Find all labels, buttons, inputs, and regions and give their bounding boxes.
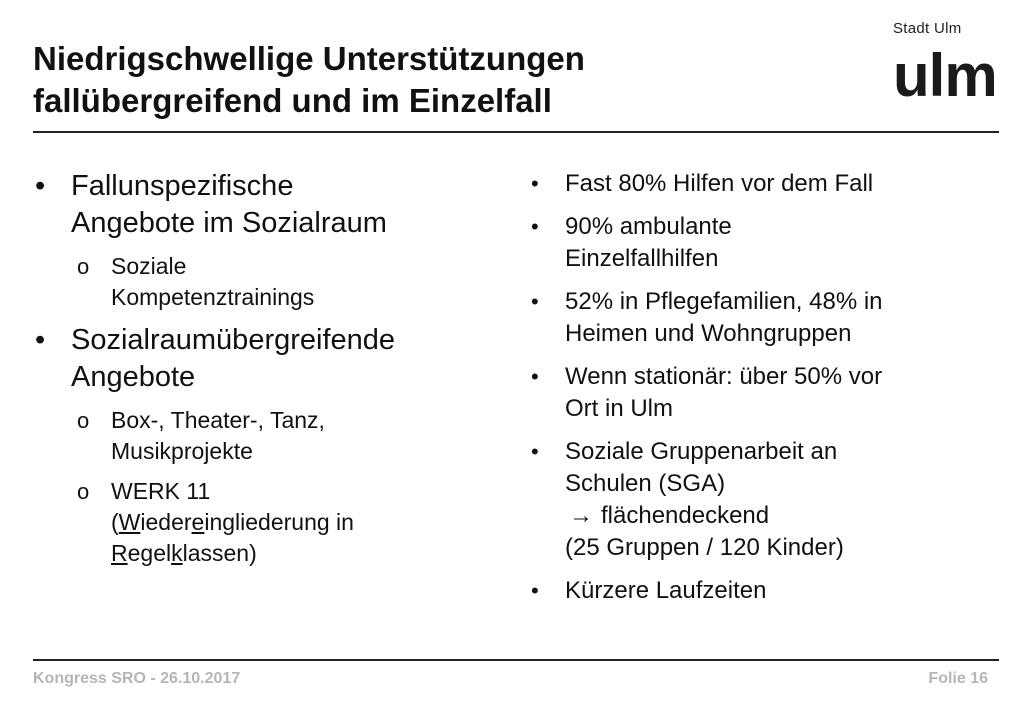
list-item-text: Angebote im Sozialraum <box>71 207 387 239</box>
stat-text: 90% ambulante <box>565 213 732 240</box>
hollow-bullet-icon: o <box>77 479 90 504</box>
sub-item-text: Box-, Theater-, Tanz, <box>111 407 325 433</box>
stat-item-pflegefamilien <box>526 286 996 350</box>
bullet-icon: • <box>531 578 539 603</box>
stat-item-ambulant <box>526 211 996 275</box>
bullet-icon: • <box>531 364 539 389</box>
sub-item-text: Soziale <box>111 253 187 279</box>
stat-text: (25 Gruppen / 120 Kinder) <box>565 534 844 561</box>
sub-item-werk11 <box>33 476 503 569</box>
slide-title-line2: fallübergreifend und im Einzelfall <box>33 82 552 119</box>
text-fragment: ( <box>111 509 119 535</box>
list-item-sozialraumuebergreifend <box>33 322 503 396</box>
sub-item-text: Musikprojekte <box>111 438 253 464</box>
stat-text: Einzelfallhilfen <box>565 245 719 272</box>
list-item-fallunspezifisch <box>33 168 503 242</box>
stat-text: Kürzere Laufzeiten <box>565 577 767 604</box>
list-item-text: Fallunspezifische <box>71 170 294 202</box>
stat-text: 52% in Pflegefamilien, 48% in <box>565 288 883 315</box>
underlined-letter: e <box>191 509 205 535</box>
sub-item-text: WERK 11 <box>111 478 211 504</box>
bullet-icon: • <box>531 289 539 314</box>
text-fragment: ieder <box>140 509 192 535</box>
sub-item-text: Kompetenztrainings <box>111 284 315 310</box>
sub-item-text <box>111 538 503 569</box>
underlined-letter: R <box>111 540 128 566</box>
stat-text: Ort in Ulm <box>565 395 673 422</box>
right-column <box>526 168 996 618</box>
bullet-icon: • <box>531 171 539 196</box>
stat-item-hilfen-vor-fall <box>526 168 996 200</box>
underlined-letter: k <box>171 540 183 566</box>
stat-text: Heimen und Wohngruppen <box>565 320 852 347</box>
text-fragment: lassen) <box>182 540 257 566</box>
slide-title-line1: Niedrigschwellige Unterstützungen <box>33 40 585 77</box>
arrow-right-icon: → <box>569 502 593 529</box>
sub-item-text <box>111 507 503 538</box>
list-item-text: Angebote <box>71 361 196 393</box>
stat-text: Schulen (SGA) <box>565 470 726 497</box>
bullet-icon: • <box>531 214 539 239</box>
hollow-bullet-icon: o <box>77 408 90 433</box>
slide-title <box>33 38 793 122</box>
bullet-icon: • <box>35 170 46 202</box>
stat-text: Wenn stationär: über 50% vor <box>565 363 883 390</box>
stat-item-laufzeiten <box>526 575 996 607</box>
underlined-letter: W <box>118 509 141 535</box>
left-column <box>33 168 503 578</box>
bullet-icon: • <box>35 324 46 356</box>
stat-text: Soziale Gruppenarbeit an <box>565 438 838 465</box>
sub-item-musikprojekte <box>33 405 503 467</box>
ulm-logo: ulm <box>893 42 997 109</box>
city-label: Stadt Ulm <box>893 20 962 37</box>
stat-text: Fast 80% Hilfen vor dem Fall <box>565 170 874 197</box>
footer-event: Kongress SRO - 26.10.2017 <box>33 670 241 687</box>
title-divider <box>33 131 999 133</box>
sub-item-kompetenztrainings <box>33 251 503 313</box>
text-fragment: flächendeckend <box>601 502 770 529</box>
text-fragment: ingliederung in <box>204 509 354 535</box>
footer-divider <box>33 659 999 661</box>
list-item-text: Sozialraumübergreifende <box>71 324 396 356</box>
bullet-icon: • <box>531 439 539 464</box>
stat-item-gruppenarbeit <box>526 436 996 564</box>
stat-item-stationaer <box>526 361 996 425</box>
stat-text <box>565 500 996 532</box>
text-fragment: egel <box>127 540 172 566</box>
hollow-bullet-icon: o <box>77 254 90 279</box>
footer-slide-number: Folie 16 <box>928 670 988 687</box>
